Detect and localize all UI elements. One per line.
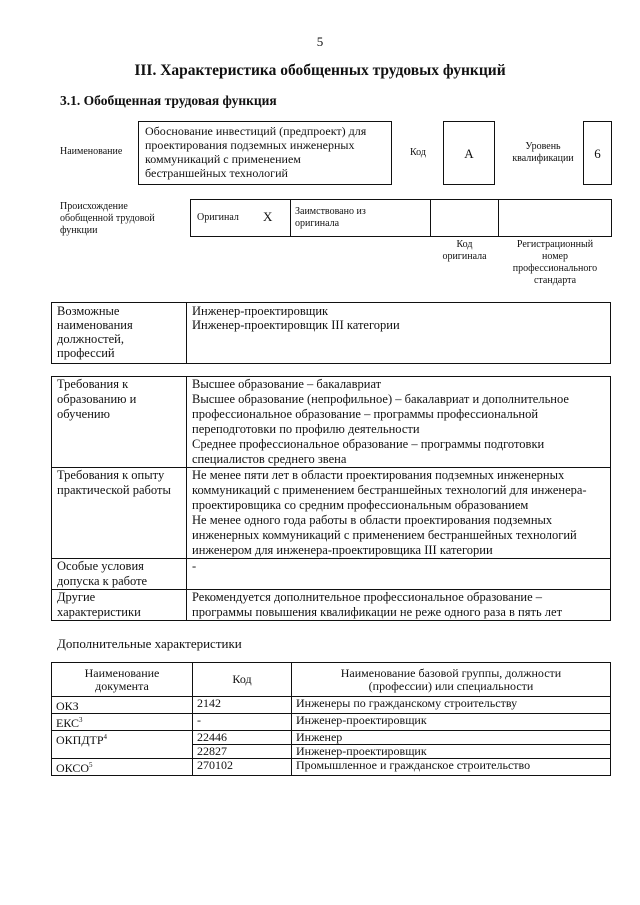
table-row: [52, 377, 611, 468]
requirement-value: -: [187, 559, 611, 590]
positions-label: Возможные наименования должностей, профессий: [52, 303, 187, 364]
registration-number-cell: [498, 199, 612, 237]
code-cell: 22827: [193, 745, 292, 759]
code-value-box: A: [443, 121, 495, 185]
code-cell: 270102: [193, 759, 292, 776]
document-cell: ЕКС$^3$: [52, 714, 193, 731]
origin-code-cell: [430, 199, 499, 237]
function-name-box: [138, 121, 392, 185]
level-label: Уровень квалификации: [512, 141, 574, 164]
requirement-value: Рекомендуется дополнительное профессиональное образование – программы повышения квалификации не реже одного раза в пять лет: [187, 590, 611, 621]
original-cell: [190, 199, 291, 237]
header-code: Код: [193, 663, 292, 697]
function-name-line: проектирования подземных инженерных: [145, 138, 355, 152]
name-label: Наименование: [60, 146, 123, 157]
requirement-label: Требования к образованию и обучению: [52, 377, 187, 468]
positions-values: Инженер-проектировщик Инженер-проектировщик III категории: [187, 303, 611, 364]
requirement-label: Другие характеристики: [52, 590, 187, 621]
origin-label: Происхождение обобщенной трудовой функции: [60, 201, 155, 236]
group-name-cell: Инженер-проектировщик: [292, 745, 611, 759]
document-cell: ОКСО$^5$: [52, 759, 193, 776]
code-label: Код: [410, 147, 426, 158]
document-cell: ОКЗ: [52, 697, 193, 714]
table-row: [52, 559, 611, 590]
borrowed-cell: Заимствовано из оригинала: [290, 199, 431, 237]
code-cell: 2142: [193, 697, 292, 714]
table-row: [52, 731, 611, 745]
header-document: Наименование документа: [52, 663, 193, 697]
registration-number-caption: Регистрационный номер профессионального стандарта: [512, 239, 598, 286]
code-cell: 22446: [193, 731, 292, 745]
function-name-line: Обоснование инвестиций (предпроект) для: [145, 124, 367, 138]
table-row: [52, 714, 611, 731]
level-value-box: 6: [583, 121, 612, 185]
requirement-label: Требования к опыту практической работы: [52, 468, 187, 559]
table-row: [52, 590, 611, 621]
group-name-cell: Промышленное и гражданское строительство: [292, 759, 611, 776]
header-group-name: Наименование базовой группы, должности (профессии) или специальности: [292, 663, 611, 697]
requirements-table: [51, 376, 611, 621]
section-title: III. Характеристика обобщенных трудовых функций: [134, 62, 506, 79]
subsection-title: 3.1. Обобщенная трудовая функция: [60, 93, 277, 108]
group-name-cell: Инженер: [292, 731, 611, 745]
group-name-cell: Инженер-проектировщик: [292, 714, 611, 731]
function-name-line: бестраншейных технологий: [145, 166, 288, 180]
positions-table: [51, 302, 611, 364]
table-row: [52, 697, 611, 714]
page-number: 5: [316, 34, 324, 49]
original-label: Оригинал: [197, 212, 239, 223]
additional-title: Дополнительные характеристики: [57, 636, 242, 651]
group-name-cell: Инженеры по гражданскому строительству: [292, 697, 611, 714]
original-mark: X: [263, 209, 273, 224]
table-header-row: [52, 663, 611, 697]
function-name-line: коммуникаций с применением: [145, 152, 301, 166]
additional-table: [51, 662, 611, 776]
table-row: [52, 303, 611, 364]
origin-code-caption: Код оригинала: [442, 239, 487, 262]
code-cell: -: [193, 714, 292, 731]
requirement-value: Не менее пяти лет в области проектирования подземных инженерных коммуникаций с применением бестраншейных технологий для инженера- проектировщика со средним профессиональным образованием Не менее одного года работы в области проектирования подземных инженерных коммуникаций с применением бестраншейных технологий инженером для инженера-проектировщика III категории: [187, 468, 611, 559]
requirement-label: Особые условия допуска к работе: [52, 559, 187, 590]
requirement-value: Высшее образование – бакалавриат Высшее образование (непрофильное) – бакалавриат и дополнительное профессиональное образование – программы профессиональной переподготовки по профилю деятельности Среднее профессиональное образование – программы подготовки специалистов среднего звена: [187, 377, 611, 468]
document-cell: ОКПДТР$^4$: [52, 731, 193, 759]
table-row: [52, 468, 611, 559]
table-row: [52, 759, 611, 776]
